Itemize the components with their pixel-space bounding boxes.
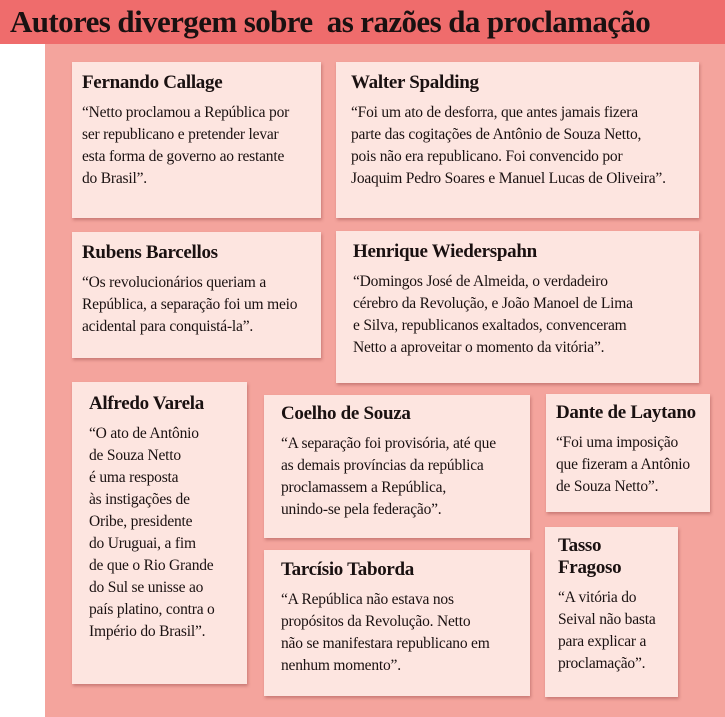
author-name: Rubens Barcellos: [82, 242, 218, 263]
author-quote: [82, 272, 311, 338]
quote-line: “Netto proclamou a República por: [82, 104, 290, 121]
quote-line: país platino, contra o: [89, 601, 215, 618]
quote-line: “Domingos José de Almeida, o verdadeiro: [353, 273, 608, 290]
author-card-rubens-barcellos: [72, 232, 321, 358]
quote-line: Joaquim Pedro Soares e Manuel Lucas de Oliveira”.: [351, 170, 666, 187]
quote-line: propósitos da Revolução. Netto: [281, 613, 471, 630]
quote-line: proclamação”.: [558, 655, 646, 672]
author-quote: [353, 271, 689, 359]
author-name: [558, 535, 674, 579]
quote-line: “O ato de Antônio: [89, 425, 199, 442]
quote-line: proclamassem a República,: [281, 479, 447, 496]
quote-line: unindo-se pela federação”.: [281, 501, 442, 518]
author-quote: [82, 102, 311, 190]
author-quote: [89, 423, 239, 643]
author-quote: [558, 587, 674, 675]
author-name: Fernando Callage: [82, 72, 223, 93]
quote-line: parte das cogitações de Antônio de Souza Netto,: [351, 126, 642, 143]
quote-line: que fizeram a Antônio: [556, 456, 690, 473]
author-card-fernando-callage: [72, 62, 321, 218]
quote-line: “Os revolucionários queriam a: [82, 274, 267, 291]
author-card-henrique-wiederspahn: [336, 231, 699, 383]
author-name: Dante de Laytano: [556, 402, 696, 423]
quote-line: do Uruguai, a fim: [89, 535, 196, 552]
quote-line: nenhum momento”.: [281, 657, 401, 674]
author-quote: [556, 432, 704, 498]
author-card-alfredo-varela: [72, 382, 247, 684]
author-quote: [281, 589, 522, 677]
author-quote: [281, 433, 522, 521]
author-name-line: Tasso: [558, 535, 602, 556]
quote-line: e Silva, republicanos exaltados, convenceram: [353, 317, 627, 334]
quote-line: Império do Brasil”.: [89, 623, 206, 640]
quote-line: Oribe, presidente: [89, 513, 193, 530]
quote-line: “A República não estava nos: [281, 591, 454, 608]
quote-line: pois não era republicano. Foi convencido por: [351, 148, 623, 165]
quote-line: para explicar a: [558, 633, 647, 650]
author-name: Tarcísio Taborda: [281, 559, 415, 580]
author-card-coelho-de-souza: [264, 395, 530, 538]
author-name: Coelho de Souza: [281, 403, 411, 424]
quote-line: de Souza Netto”.: [556, 478, 659, 495]
quote-line: às instigações de: [89, 491, 190, 508]
title-banner: [0, 0, 725, 44]
author-name: Henrique Wiederspahn: [353, 241, 537, 262]
quote-line: “A vitória do: [558, 589, 637, 606]
quote-line: do Sul se unisse ao: [89, 579, 204, 596]
author-name-line: Fragoso: [558, 557, 622, 578]
quote-line: “A separação foi provisória, até que: [281, 435, 496, 452]
quote-line: é uma resposta: [89, 469, 179, 486]
author-card-dante-de-laytano: [546, 394, 710, 512]
quote-line: não se manifestara republicano em: [281, 635, 490, 652]
quote-line: Netto a aproveitar o momento da vitória”.: [353, 339, 605, 356]
author-name: Alfredo Varela: [89, 393, 204, 414]
quote-line: do Brasil”.: [82, 170, 147, 187]
quote-line: “Foi um ato de desforra, que antes jamais fizera: [351, 104, 638, 121]
author-name: Walter Spalding: [351, 72, 479, 93]
author-card-tarcisio-taborda: [264, 550, 530, 696]
quote-line: de que o Rio Grande: [89, 557, 214, 574]
author-card-tasso-fragoso: [545, 527, 678, 697]
quote-line: as demais províncias da república: [281, 457, 484, 474]
quote-line: “Foi uma imposição: [556, 434, 679, 451]
quote-line: ser republicano e pretender levar: [82, 126, 279, 143]
author-quote: [351, 102, 689, 190]
quote-line: acidental para conquistá-la”.: [82, 318, 254, 335]
quote-line: República, a separação foi um meio: [82, 296, 298, 313]
author-card-walter-spalding: [336, 62, 699, 218]
quote-line: cérebro da Revolução, e João Manoel de Lima: [353, 295, 633, 312]
quote-line: Seival não basta: [558, 611, 656, 628]
quote-line: esta forma de governo ao restante: [82, 148, 285, 165]
quote-line: de Souza Netto: [89, 447, 181, 464]
page-title: Autores divergem sobre as razões da proclamação: [10, 4, 651, 39]
